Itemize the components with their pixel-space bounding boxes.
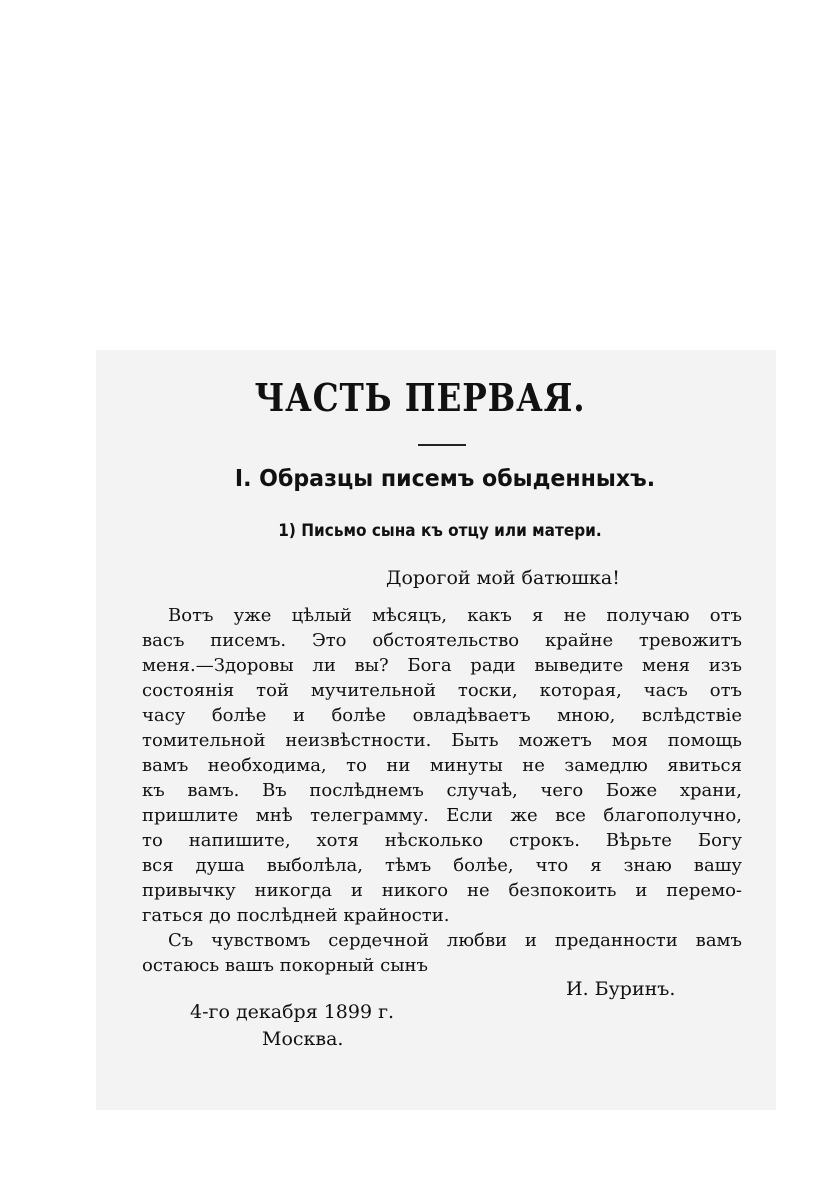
letter-body-line: васъ писемъ. Это обстоятельство крайне тревожитъ	[142, 630, 742, 651]
letter-signature: И. Буринъ.	[566, 978, 676, 1000]
section-heading: I. Образцы писемъ обыденныхъ.	[234, 466, 656, 492]
letter-body-line: гаться до послѣдней крайности.	[142, 905, 450, 926]
letter-body-line: Вотъ уже цѣлый мѣсяцъ, какъ я не получаю отъ	[168, 605, 742, 626]
part-title: ЧАСТЬ ПЕРВАЯ.	[254, 375, 586, 420]
letter-place: Москва.	[262, 1028, 344, 1050]
letter-closing-line: Съ чувствомъ сердечной любви и преданности вамъ	[168, 930, 742, 951]
letter-date: 4-го декабря 1899 г.	[190, 1001, 395, 1023]
letter-heading: 1) Письмо сына къ отцу или матери.	[278, 521, 602, 541]
letter-body-line: томительной неизвѣстности. Быть можетъ моя помощь	[142, 730, 742, 751]
letter-body-line: меня.—Здоровы ли вы? Бога ради выведите меня изъ	[142, 655, 742, 676]
letter-body-line: пришлите мнѣ телеграмму. Если же все благополучно,	[142, 805, 742, 826]
letter-body-line: вамъ необходима, то ни минуты не замедлю явиться	[142, 755, 742, 776]
letter-closing-line: остаюсь вашъ покорный сынъ	[142, 955, 428, 976]
letter-body-line: къ вамъ. Въ послѣднемъ случаѣ, чего Боже храни,	[142, 780, 742, 801]
letter-body-line: вся душа выболѣла, тѣмъ болѣе, что я знаю вашу	[142, 855, 742, 876]
letter-body-line: то напишите, хотя нѣсколько строкъ. Вѣрьте Богу	[142, 830, 742, 851]
letter-greeting: Дорогой мой батюшка!	[386, 567, 620, 589]
letter-body-line: привычку никогда и никого не безпокоить и перемо-	[142, 880, 742, 901]
title-divider	[418, 444, 466, 446]
letter-body-line: часу болѣе и болѣе овладѣваетъ мною, вслѣдствіе	[142, 705, 742, 726]
letter-body-line: состоянія той мучительной тоски, которая, часъ отъ	[142, 680, 742, 701]
